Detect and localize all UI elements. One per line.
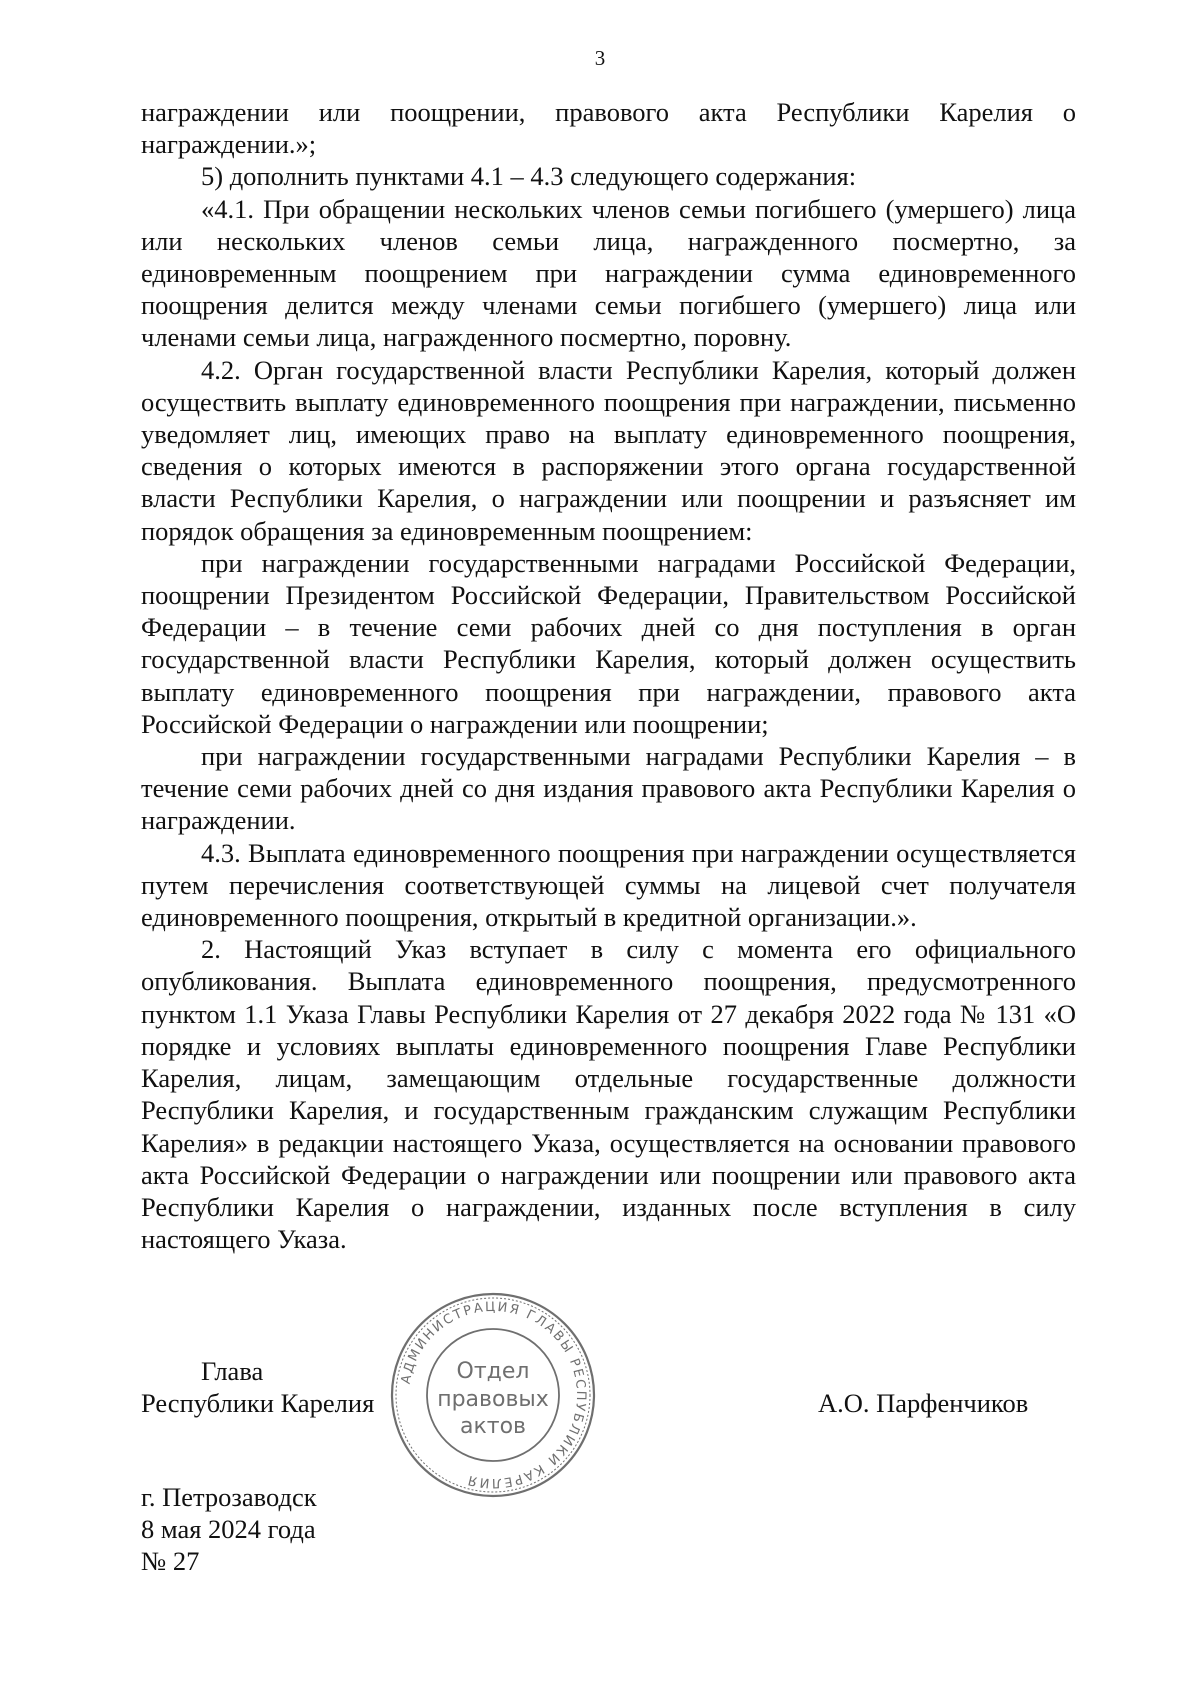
date: 8 мая 2024 года [141, 1514, 316, 1544]
signatory-name: А.О. Парфенчиков [818, 1388, 1029, 1418]
document-number: № 27 [141, 1546, 200, 1576]
paragraph-4-2-federal: при награждении государственными наградами Российской Федерации, поощрении Президентом Российской Федерации, Правительством Российской Федерации – в течение семи рабочих дней со дня поступления в орган государственной власти Республики Карелия, который должен осуществить выплату единовременного поощрения при награждении, правового акта Российской Федерации о награждении или поощрении; [141, 547, 1076, 739]
stamp-center-line2: правовых [437, 1387, 549, 1412]
paragraph-4-2: 4.2. Орган государственной власти Республики Карелия, который должен осуществить выплату единовременного поощрения при награждении, письменно уведомляет лиц, имеющих право на выплату единовременного поощрения, сведения о которых имеются в распоряжении этого органа государственной власти Республики Карелия, о награждении или поощрении и разъясняет им порядок обращения за единовременным поощрением: [141, 354, 1076, 546]
paragraph-continuation: награждении или поощрении, правового акта Республики Карелия о награждении.»; [141, 97, 1076, 160]
stamp-ring-text: АДМИНИСТРАЦИЯ ГЛАВЫ РЕСПУБЛИКИ КАРЕЛИЯ [398, 1299, 589, 1491]
signatory-title [141, 1355, 374, 1419]
place-date-block [141, 1481, 317, 1577]
paragraph-2-effective: 2. Настоящий Указ вступает в силу с момента его официального опубликования. Выплата единовременного поощрения, предусмотренного пунктом 1.1 Указа Главы Республики Карелия от 27 декабря 2022 года № 131 «О порядке и условиях выплаты единовременного поощрения Главе Республики Карелия, лицам, замещающим отдельные государственные должности Республики Карелия, и государственным гражданским служащим Республики Карелия» в редакции настоящего Указа, осуществляется на основании правового акта Российской Федерации о награждении или поощрении или правового акта Республики Карелия о награждении, изданных после вступления в силу настоящего Указа. [141, 934, 1076, 1255]
page-number: 3 [594, 46, 606, 70]
paragraph-4-1: «4.1. При обращении нескольких членов семьи погибшего (умершего) лица или нескольких членов семьи лица, награжденного посмертно, за единовременным поощрением при награждении сумма единовременного поощрения делится между членами семьи погибшего (умершего) лица или членами семьи лица, награжденного посмертно, поровну. [141, 193, 1076, 353]
signatory-title-line1: Глава [201, 1356, 264, 1386]
city: г. Петрозаводск [141, 1482, 317, 1512]
stamp-center-line1: Отдел [456, 1359, 530, 1384]
signatory-title-line2: Республики Карелия [141, 1388, 375, 1418]
stamp-center-line3: актов [459, 1414, 527, 1439]
paragraph-4-2-regional: при награждении государственными наградами Республики Карелия – в течение семи рабочих дней со дня издания правового акта Республики Карелия о награждении. [141, 741, 1076, 836]
paragraph-item-5: 5) дополнить пунктами 4.1 – 4.3 следующего содержания: [201, 161, 857, 192]
paragraph-4-3: 4.3. Выплата единовременного поощрения при награждении осуществляется путем перечисления соответствующей суммы на лицевой счет получателя единовременного поощрения, открытый в кредитной организации.». [141, 837, 1076, 933]
stamp-seal [388, 1290, 598, 1500]
document-body [141, 96, 1076, 1255]
